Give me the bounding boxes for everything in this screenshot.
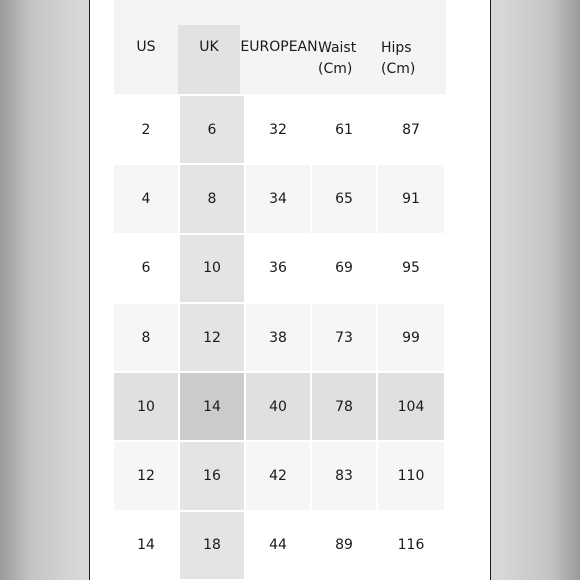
cell-european: 42 [246,442,312,509]
cell-us: 14 [114,512,180,579]
header-hips [381,0,447,94]
cell-uk: 14 [180,373,246,440]
table-row [114,302,446,371]
cell-european: 40 [246,373,312,440]
cell-uk: 18 [180,512,246,579]
table-row [114,163,446,232]
cell-hips: 110 [378,442,446,509]
size-chart-table [114,0,446,579]
cell-european: 34 [246,165,312,232]
cell-uk: 16 [180,442,246,509]
cell-uk: 8 [180,165,246,232]
header-uk: UK [199,38,219,55]
cell-hips: 91 [378,165,446,232]
header-hips-label: Hips [381,40,412,56]
header-waist-unit: (Cm) [318,61,353,77]
header-waist-label: Waist [318,40,357,56]
cell-uk: 6 [180,96,246,163]
cell-european: 36 [246,235,312,302]
table-row [114,94,446,163]
cell-european: 32 [246,96,312,163]
cell-us: 12 [114,442,180,509]
cell-waist: 65 [312,165,378,232]
header-us: US [136,38,156,55]
cell-waist: 83 [312,442,378,509]
cell-us: 6 [114,235,180,302]
table-row [114,233,446,302]
cell-waist: 69 [312,235,378,302]
cell-waist: 73 [312,304,378,371]
cell-uk: 10 [180,235,246,302]
table-row [114,440,446,509]
cell-european: 44 [246,512,312,579]
cell-waist: 89 [312,512,378,579]
cell-us: 2 [114,96,180,163]
size-chart-header-row [114,0,446,94]
cell-waist: 78 [312,373,378,440]
cell-hips: 104 [378,373,446,440]
table-row [114,510,446,579]
table-row [114,371,446,440]
cell-us: 10 [114,373,180,440]
cell-european: 38 [246,304,312,371]
cell-hips: 95 [378,235,446,302]
cell-us: 4 [114,165,180,232]
cell-hips: 87 [378,96,446,163]
header-waist [318,0,384,94]
cell-hips: 116 [378,512,446,579]
header-hips-unit: (Cm) [381,61,416,77]
header-european: EUROPEAN [240,38,318,55]
size-chart-page [89,0,491,580]
cell-waist: 61 [312,96,378,163]
cell-uk: 12 [180,304,246,371]
cell-hips: 99 [378,304,446,371]
size-chart-body [114,94,446,579]
cell-us: 8 [114,304,180,371]
